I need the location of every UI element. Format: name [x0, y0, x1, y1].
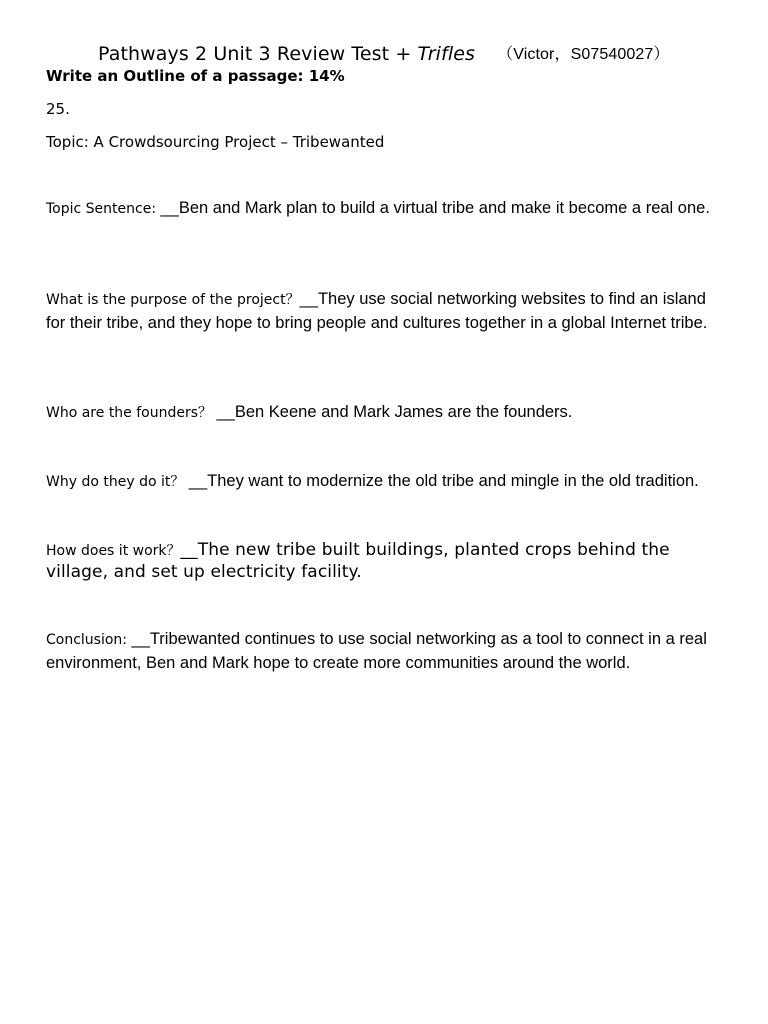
- why-item: [46, 470, 726, 494]
- conclusion-answer: __Tribewanted continues to use social networking as a tool to connect in a real environment, Ben and Mark hope to create more communities around the world.: [46, 630, 707, 672]
- how-answer: __The new tribe built buildings, planted crops behind the village, and set up electricity facility.: [46, 540, 670, 582]
- topic-sentence-answer: __Ben and Mark plan to build a virtual tribe and make it become a real one.: [160, 199, 710, 217]
- why-label: Why do they do it？: [46, 474, 189, 490]
- purpose-answer: __They use social networking websites to find an island for their tribe, and they hope to bring people and cultures together in a global Internet tribe.: [46, 290, 708, 332]
- section-heading: Write an Outline of a passage: 14%: [46, 67, 345, 85]
- purpose-item: [46, 288, 726, 335]
- founders-answer: __Ben Keene and Mark James are the founders.: [216, 403, 573, 421]
- conclusion-item: [46, 628, 726, 675]
- how-label: How does it work？: [46, 543, 181, 559]
- purpose-label: What is the purpose of the project？: [46, 292, 300, 308]
- topic-line: Topic: A Crowdsourcing Project – Tribewanted: [46, 133, 385, 151]
- how-item: [46, 540, 726, 584]
- student-info: （Victor，S07540027）: [497, 46, 670, 63]
- page-title: [98, 42, 669, 65]
- founders-item: [46, 401, 726, 425]
- topic-sentence-label: Topic Sentence:: [46, 201, 161, 217]
- topic-sentence-item: [46, 197, 726, 221]
- conclusion-label: Conclusion:: [46, 632, 132, 648]
- why-answer: __They want to modernize the old tribe and mingle in the old tradition.: [188, 472, 699, 490]
- question-number: 25.: [46, 100, 70, 118]
- founders-label: Who are the founders？: [46, 405, 217, 421]
- title-italic: Trifles: [417, 43, 476, 65]
- title-main: Pathways 2 Unit 3 Review Test +: [98, 43, 412, 65]
